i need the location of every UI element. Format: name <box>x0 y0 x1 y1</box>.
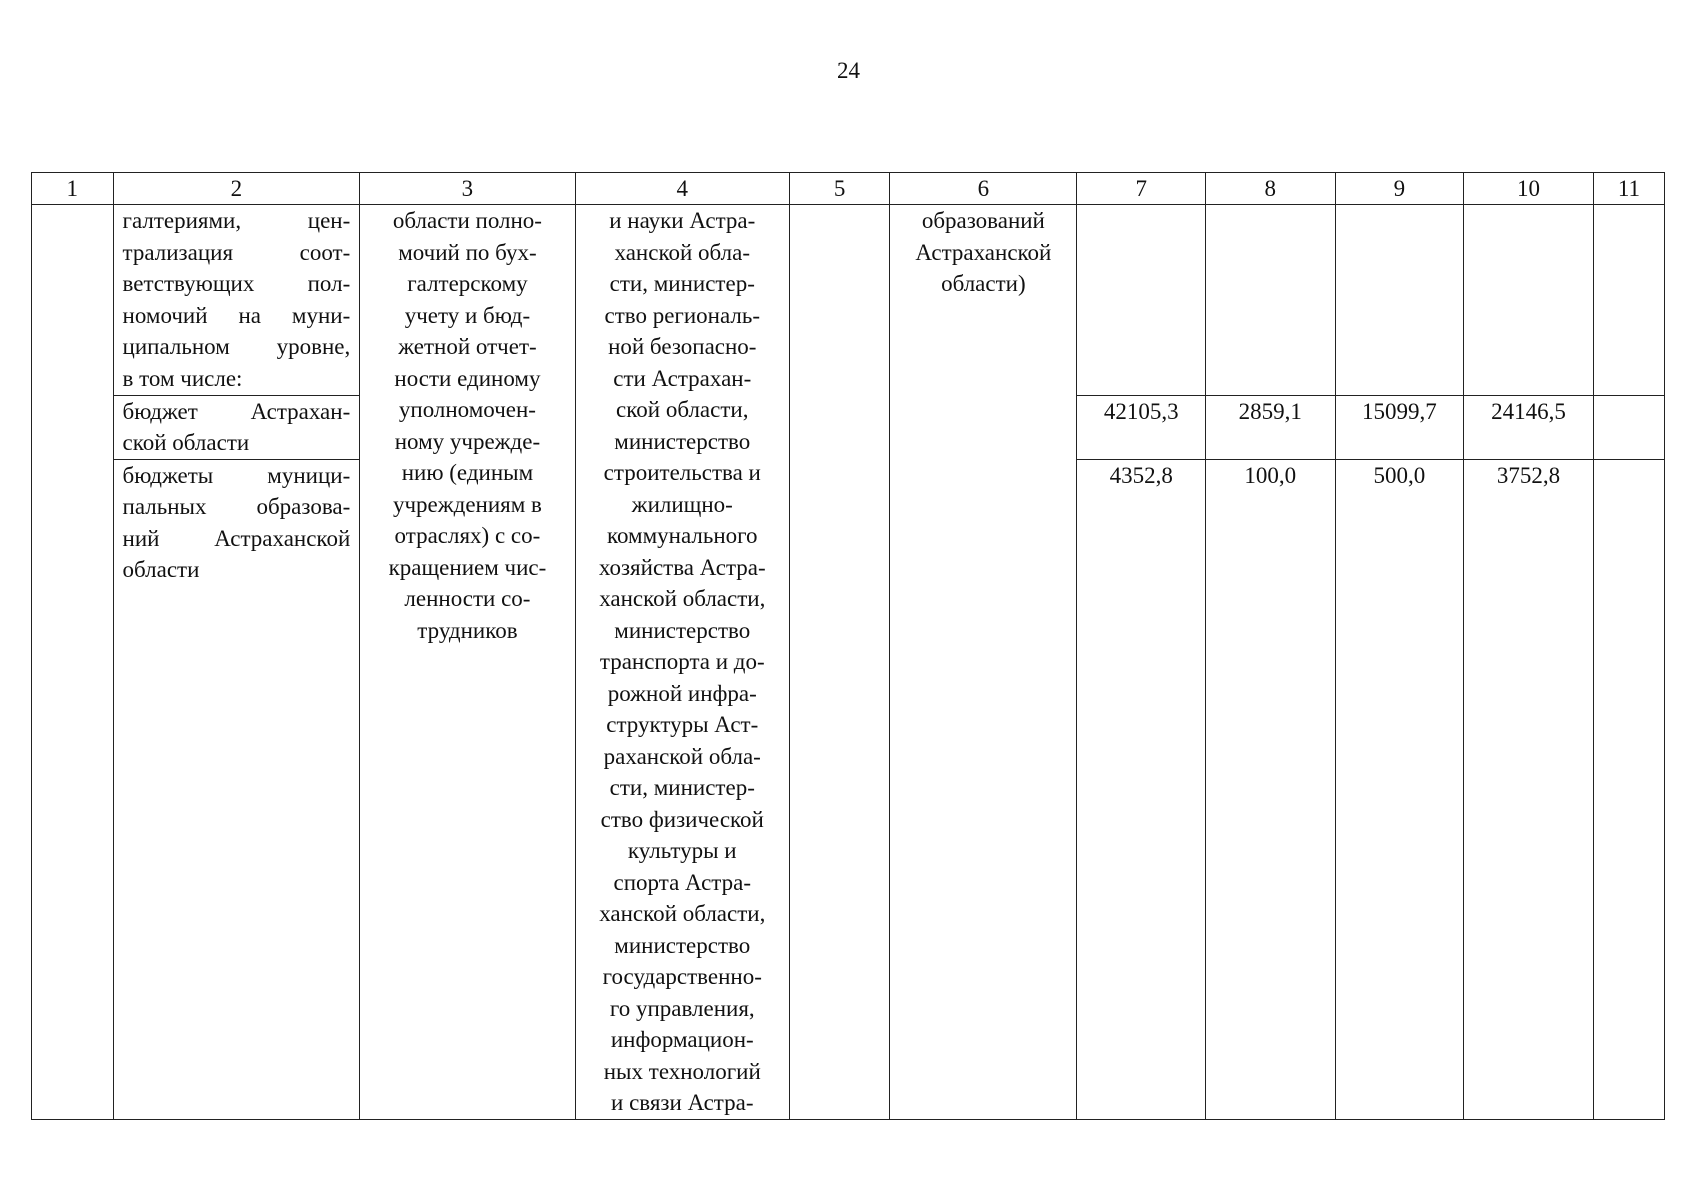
cell-col10-row1: 24146,5 <box>1464 395 1594 459</box>
cell-col7-row2: 4352,8 <box>1077 459 1206 1119</box>
text-line: Астраханской <box>915 239 1052 265</box>
cell-col10-main <box>1464 205 1594 396</box>
text-line: трудников <box>417 617 518 643</box>
text-line: ханской обла- <box>614 239 750 265</box>
text-line: рожной инфра- <box>607 680 757 706</box>
text-line: нию (единым <box>401 460 534 485</box>
text-line: образований <box>921 208 1045 233</box>
text-line: спорта Астра- <box>613 869 751 895</box>
text-line: ханской области, <box>599 586 766 611</box>
text-line: транспорта и до- <box>599 649 765 674</box>
text-line: ний Астраханской <box>122 525 351 551</box>
cell-col11-row2 <box>1593 459 1664 1119</box>
text-line: сти, министер- <box>609 775 755 800</box>
text-line: ных технологий <box>603 1058 761 1084</box>
column-header-1: 1 <box>32 173 114 205</box>
cell-col8-row2: 100,0 <box>1205 459 1335 1119</box>
text-line: бюджет Астрахан- <box>122 398 351 424</box>
column-header-4: 4 <box>575 173 789 205</box>
cell-col8-row1: 2859,1 <box>1205 395 1335 459</box>
cell-col4 <box>575 205 789 1120</box>
col4-text <box>585 205 780 1119</box>
text-line: и связи Астра- <box>611 1090 754 1115</box>
text-line: учету и бюд- <box>404 302 531 328</box>
col6-text <box>899 205 1067 300</box>
col2-row2-text <box>123 460 351 586</box>
text-line: жилищно- <box>631 491 733 517</box>
text-line: жетной отчет- <box>398 334 537 359</box>
text-line: сти Астрахан- <box>613 365 752 391</box>
text-line: пальных образова- <box>122 494 351 520</box>
text-line: ство региональ- <box>604 302 761 328</box>
col2-row1-text <box>123 396 351 459</box>
text-line: трализация соот- <box>122 239 351 265</box>
text-line: ветствующих пол- <box>122 271 351 296</box>
cell-col11-main <box>1593 205 1664 396</box>
column-header-11: 11 <box>1593 173 1664 205</box>
text-line: культуры и <box>627 838 737 863</box>
cell-col2-row1 <box>113 395 360 459</box>
text-line: области <box>122 557 200 583</box>
budget-table <box>31 172 1665 1120</box>
page-number: 24 <box>837 58 860 83</box>
col3-text <box>369 205 565 646</box>
cell-col9-row1: 15099,7 <box>1335 395 1464 459</box>
text-line: ному учрежде- <box>394 428 541 454</box>
column-header-9: 9 <box>1335 173 1464 205</box>
text-line: галтериями, цен- <box>122 208 351 233</box>
col2-main-text <box>123 205 351 394</box>
cell-col6 <box>890 205 1077 1120</box>
text-line: в том числе: <box>122 365 243 391</box>
text-line: учреждениям в <box>392 491 542 517</box>
text-line: министерство <box>614 932 751 958</box>
cell-col8-main <box>1205 205 1335 396</box>
text-line: области полно- <box>392 208 542 233</box>
cell-col9-main <box>1335 205 1464 396</box>
column-header-6: 6 <box>890 173 1077 205</box>
table-row <box>32 205 1665 396</box>
cell-col5 <box>789 205 889 1120</box>
cell-col7-main <box>1077 205 1206 396</box>
cell-col10-row2: 3752,8 <box>1464 459 1594 1119</box>
text-line: галтерскому <box>407 271 528 296</box>
text-line: ской области, <box>616 397 749 422</box>
text-line: отраслях) с со- <box>394 523 541 548</box>
text-line: ленности со- <box>404 586 531 611</box>
cell-col2-main <box>113 205 360 396</box>
text-line: ципальном уровне, <box>122 334 351 359</box>
text-line: бюджеты муници- <box>122 462 351 488</box>
column-header-7: 7 <box>1077 173 1206 205</box>
text-line: строительства и <box>603 460 761 485</box>
column-header-8: 8 <box>1205 173 1335 205</box>
text-line: мочий по бух- <box>398 239 537 265</box>
text-line: го управления, <box>609 995 755 1021</box>
text-line: ности единому <box>394 365 541 391</box>
cell-col2-row2 <box>113 459 360 1119</box>
text-line: хозяйства Астра- <box>598 554 766 580</box>
cell-col3 <box>360 205 575 1120</box>
text-line: и науки Астра- <box>609 208 756 233</box>
text-line: министерство <box>614 428 751 454</box>
cell-col9-row2: 500,0 <box>1335 459 1464 1119</box>
column-header-5: 5 <box>789 173 889 205</box>
text-line: государственно- <box>602 964 762 989</box>
cell-col7-row1: 42105,3 <box>1077 395 1206 459</box>
header-row <box>32 173 1665 205</box>
text-line: министерство <box>614 617 751 643</box>
text-line: структуры Аст- <box>606 712 759 737</box>
column-header-10: 10 <box>1464 173 1594 205</box>
text-line: уполномочен- <box>398 397 536 422</box>
text-line: области) <box>941 271 1026 296</box>
text-line: номочий на муни- <box>122 302 351 328</box>
text-line: сти, министер- <box>609 271 755 296</box>
text-line: кращением чис- <box>388 554 547 580</box>
text-line: коммунального <box>606 523 758 548</box>
text-line: ской области <box>122 430 250 456</box>
text-line: ханской области, <box>599 901 766 926</box>
column-header-2: 2 <box>113 173 360 205</box>
text-line: ной безопасно- <box>608 334 757 359</box>
text-line: раханской обла- <box>603 743 761 769</box>
cell-col11-row1 <box>1593 395 1664 459</box>
column-header-3: 3 <box>360 173 575 205</box>
text-line: ство физической <box>600 806 764 832</box>
text-line: информацион- <box>610 1027 754 1052</box>
cell-col1 <box>32 205 114 1120</box>
